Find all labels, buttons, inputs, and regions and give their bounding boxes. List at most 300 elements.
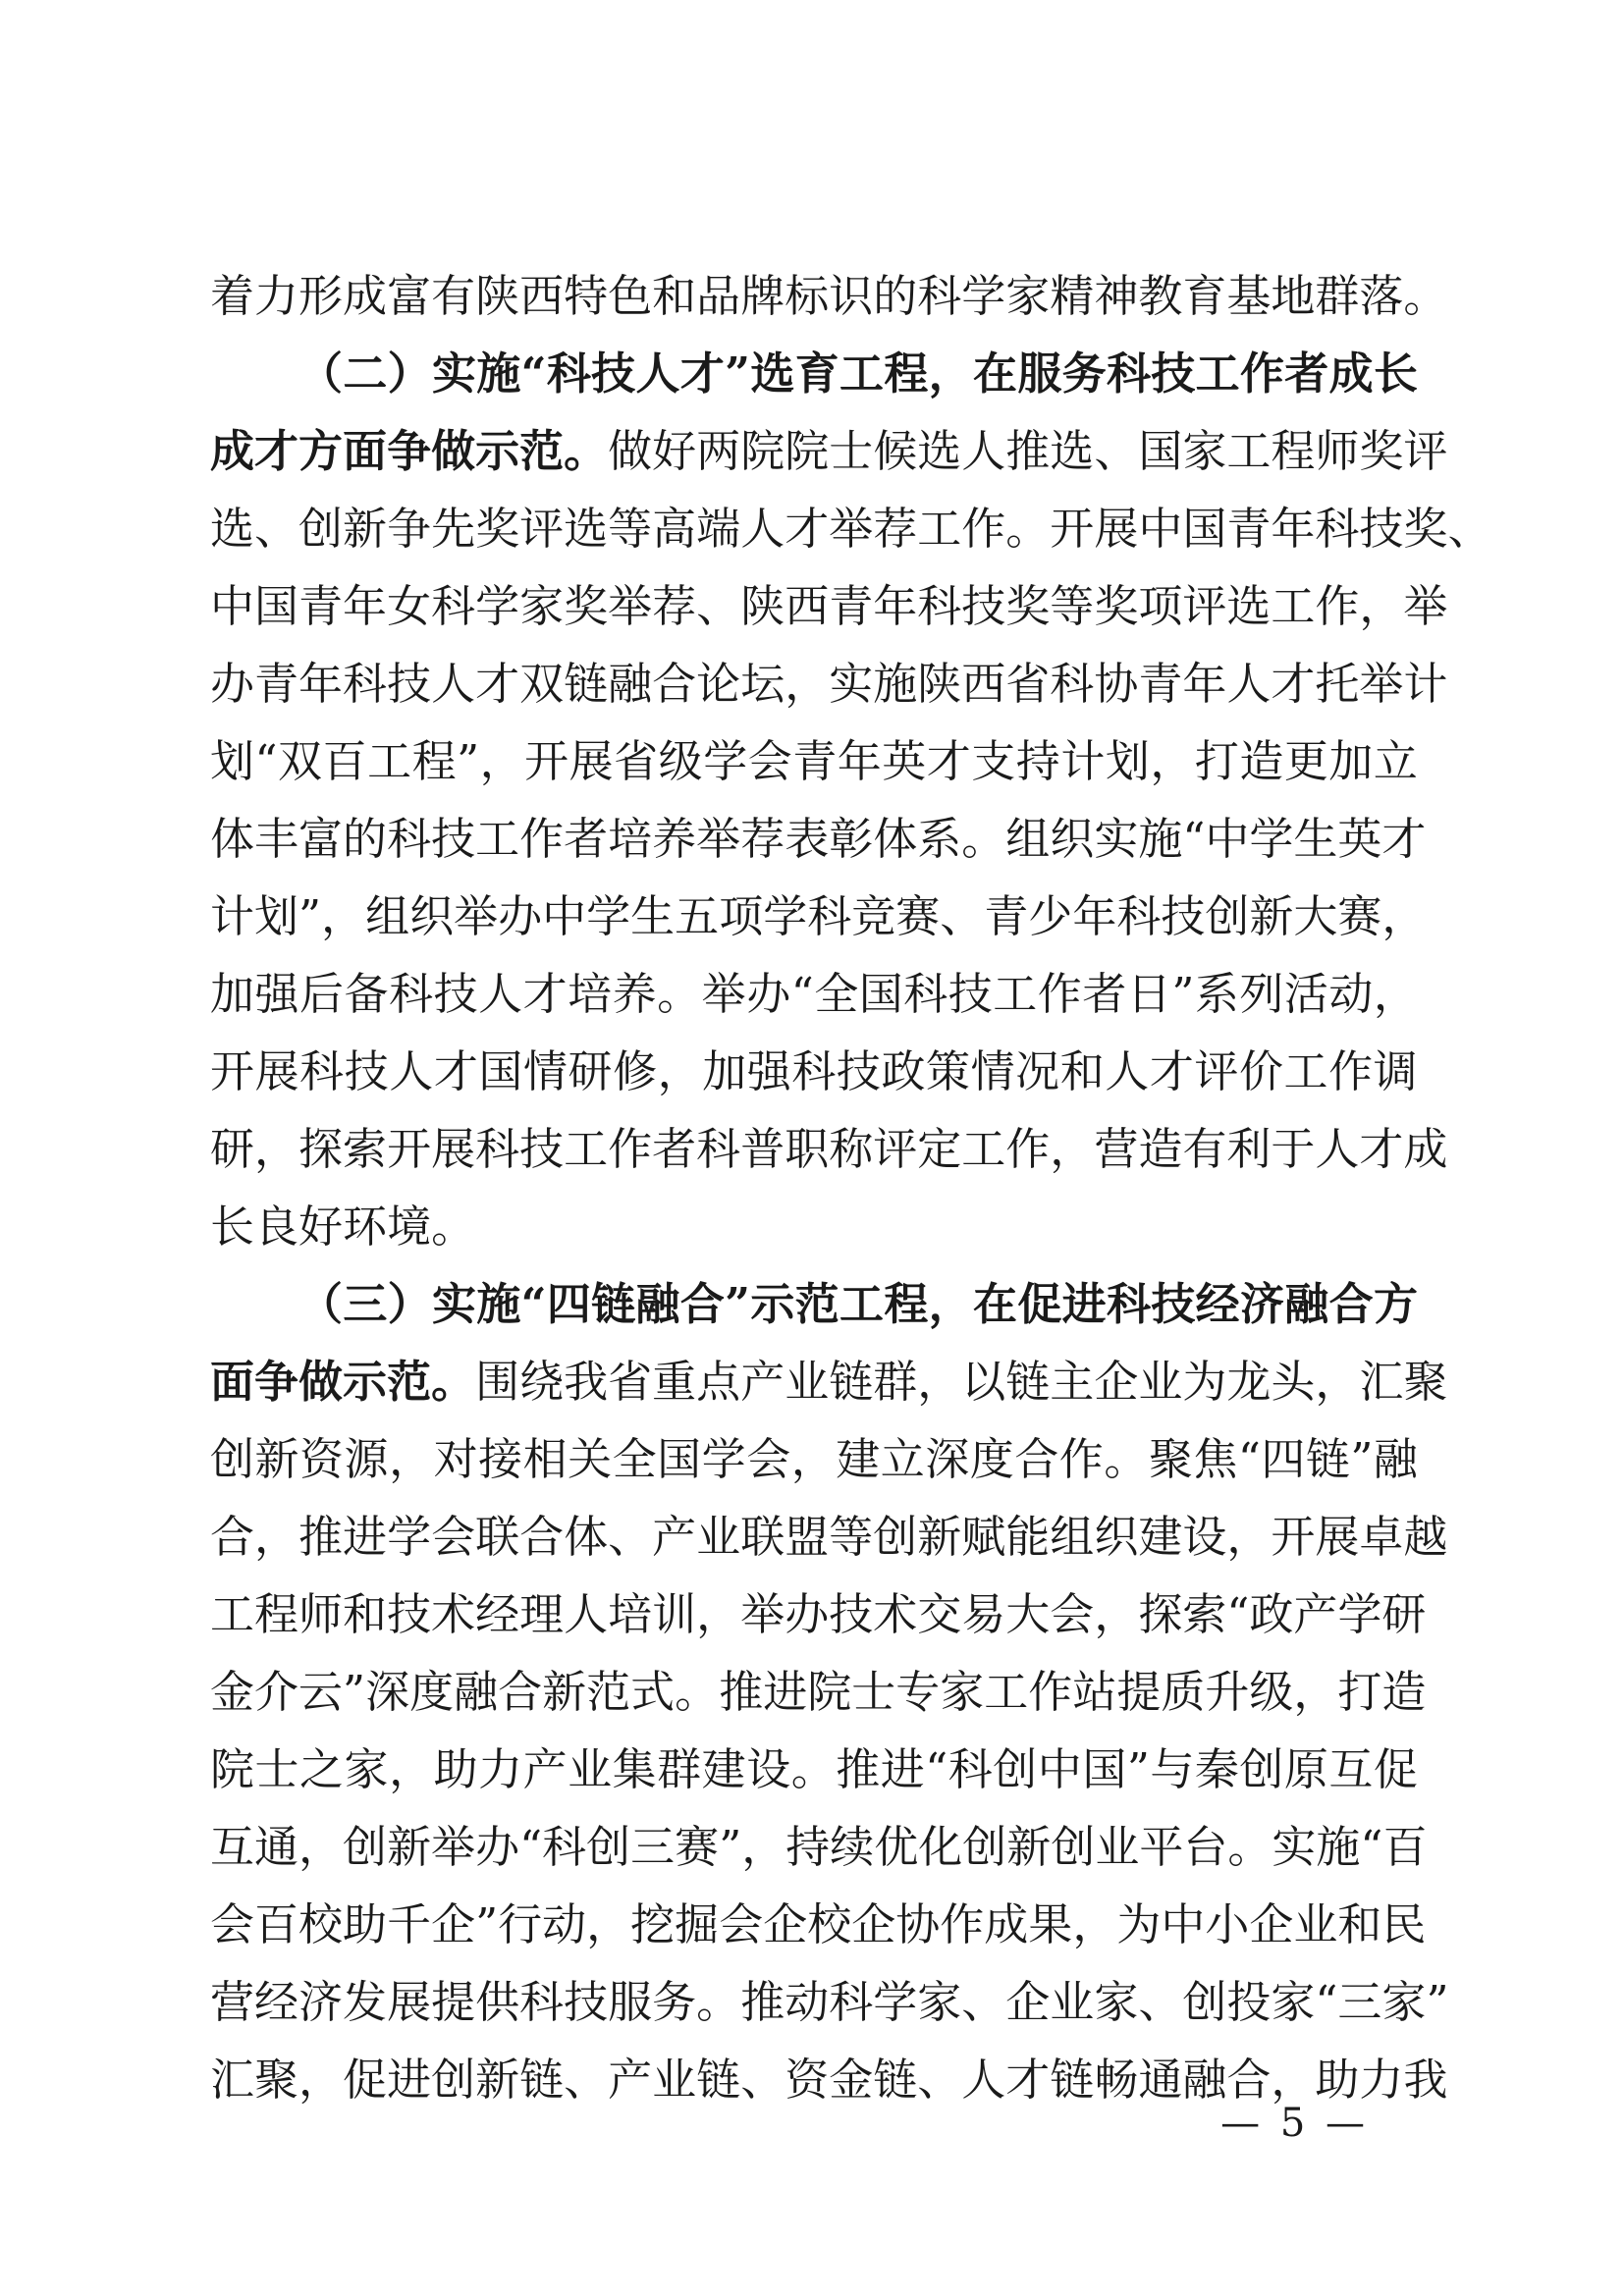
text-char: 掘	[675, 1898, 720, 1950]
text-char: 举	[701, 968, 746, 1020]
text-char: 展	[387, 1976, 432, 2028]
text-char: ”	[298, 890, 322, 942]
text-char: 成	[1403, 1123, 1448, 1175]
text-char: 境	[387, 1201, 432, 1253]
text-char: 识	[829, 270, 874, 322]
text-char: 科	[917, 270, 962, 322]
text-char: 经	[254, 1976, 299, 2028]
text-char: 大	[1293, 890, 1338, 942]
text-char: 技	[947, 968, 993, 1020]
text-char: ”	[475, 1898, 499, 1950]
text-char: 平	[1139, 1821, 1184, 1873]
text-char: 选	[564, 503, 609, 555]
text-char: 科	[807, 890, 852, 942]
text-char: 助	[433, 1743, 478, 1795]
bold-heading-char: 进	[1061, 1278, 1107, 1330]
text-char: 科	[475, 1123, 520, 1175]
text-char: 者	[1082, 968, 1127, 1020]
text-char: 英	[1337, 813, 1382, 865]
text-char: 、	[608, 1511, 653, 1563]
text-char: 集	[612, 1743, 657, 1795]
text-char: 学	[1249, 813, 1294, 865]
text-char: 家	[1005, 270, 1051, 322]
text-line	[210, 1808, 1428, 1886]
bold-heading-char: 范	[519, 425, 565, 477]
text-char: 提	[1116, 1666, 1162, 1718]
bold-heading-char: 做	[431, 425, 476, 477]
text-char: 作	[961, 503, 1006, 555]
text-char: 英	[882, 735, 927, 787]
text-char: 、	[1447, 503, 1492, 555]
bold-heading-char: 技	[1151, 347, 1196, 400]
text-char: 评	[873, 1123, 918, 1175]
text-char: 做	[608, 425, 653, 477]
text-char: 年	[837, 735, 882, 787]
text-char: 工	[367, 735, 412, 787]
text-char: 业	[696, 1511, 741, 1563]
text-char: 加	[1328, 735, 1374, 787]
text-char: 联	[740, 1511, 785, 1563]
text-line	[210, 1420, 1418, 1498]
text-char: 互	[210, 1821, 255, 1873]
text-char: 等	[608, 503, 653, 555]
text-char: 汇	[210, 2054, 255, 2106]
text-char: 进	[763, 1666, 808, 1718]
text-char: 、	[917, 2054, 962, 2106]
bold-heading-char: 二	[343, 347, 388, 400]
text-char: ，	[657, 1045, 702, 1097]
text-char: 青	[829, 580, 874, 632]
text-char: 新	[254, 1433, 299, 1485]
text-char: 女	[387, 580, 432, 632]
text-char: 开	[387, 1123, 432, 1175]
bold-heading-char: ）	[387, 347, 432, 400]
text-char: 双	[519, 658, 565, 710]
text-line	[210, 955, 1418, 1033]
text-char: 家	[1271, 1976, 1316, 2028]
text-char: 技	[431, 813, 476, 865]
text-char: 主	[1050, 1356, 1095, 1408]
text-char: 奖	[1094, 580, 1139, 632]
text-char: 挖	[630, 1898, 676, 1950]
text-char: 候	[873, 425, 918, 477]
text-char: 促	[1373, 1743, 1418, 1795]
text-char: 少	[1028, 890, 1073, 942]
text-char: 西	[519, 270, 565, 322]
text-char: 盟	[785, 1511, 830, 1563]
text-char: 术	[431, 1588, 476, 1640]
text-char: ，	[254, 1123, 299, 1175]
text-char: 家	[519, 580, 565, 632]
text-char: 展	[1094, 503, 1139, 555]
text-char: 中	[542, 890, 587, 942]
text-char: 年	[298, 658, 344, 710]
text-char: 实	[1272, 1821, 1317, 1873]
text-char: 评	[1403, 425, 1448, 477]
text-char: 合	[1014, 1433, 1059, 1485]
text-char: 强	[254, 968, 299, 1020]
text-char: 学	[873, 1976, 918, 2028]
text-char: 产	[652, 1511, 697, 1563]
text-char: 学	[586, 890, 631, 942]
text-char: 技	[564, 1976, 609, 2028]
text-char: 院	[785, 425, 830, 477]
text-char: 办	[785, 1588, 830, 1640]
text-char: 群	[1315, 270, 1360, 322]
text-char: “	[1315, 1976, 1338, 2028]
text-char: 才	[1359, 1123, 1404, 1175]
bold-heading-char: 成	[210, 425, 255, 477]
text-char: 探	[1138, 1588, 1183, 1640]
text-char: 群	[873, 1356, 918, 1408]
text-char: 造	[1138, 1123, 1183, 1175]
text-char: 国	[858, 968, 903, 1020]
text-char: 力	[254, 270, 299, 322]
text-char: 评	[1182, 580, 1227, 632]
text-char: 荐	[740, 813, 785, 865]
bold-heading-char: 四	[546, 1278, 591, 1330]
bold-heading-char: 示	[343, 1356, 388, 1408]
text-char: 家	[1182, 425, 1227, 477]
text-char: 长	[210, 1201, 255, 1253]
text-char: ，	[479, 735, 524, 787]
text-char: 聚	[254, 2054, 299, 2106]
text-char: 学	[763, 890, 808, 942]
text-char: 新	[1249, 890, 1294, 942]
text-char: 科	[1050, 658, 1095, 710]
text-char: 地	[1271, 270, 1316, 322]
bold-heading-char: 示	[750, 1278, 795, 1330]
text-char: 院	[210, 1743, 255, 1795]
text-char: 国	[254, 580, 299, 632]
text-char: 发	[343, 1976, 388, 2028]
text-char: 策	[926, 1045, 971, 1097]
text-char: 情	[970, 1045, 1015, 1097]
text-char: 工	[993, 968, 1038, 1020]
text-char: 落	[1359, 270, 1404, 322]
text-char: 助	[1315, 2054, 1360, 2106]
text-char: ”	[719, 1821, 742, 1873]
text-char: 实	[829, 658, 874, 710]
text-char: 划	[254, 890, 299, 942]
text-char: 会	[719, 1898, 764, 1950]
text-char: 赛	[675, 1821, 720, 1873]
text-char: 展	[254, 1045, 299, 1097]
text-char: 索	[1182, 1588, 1227, 1640]
text-char: 、	[1094, 425, 1139, 477]
text-char: 全	[814, 968, 859, 1020]
text-char: 。	[1005, 503, 1051, 555]
text-char: 学	[703, 735, 748, 787]
text-char: 质	[1161, 1666, 1206, 1718]
text-char: 赛	[895, 890, 941, 942]
text-char: 育	[1182, 270, 1227, 322]
text-char: 着	[210, 270, 255, 322]
text-char: 好	[298, 1201, 344, 1253]
bold-heading-char: 程	[884, 347, 929, 400]
bold-heading-char: 合	[1328, 1278, 1374, 1330]
bold-heading-char: 长	[1373, 347, 1418, 400]
text-char: 供	[475, 1976, 520, 2028]
bold-heading-char: 合	[679, 1278, 725, 1330]
text-char: 举	[740, 1588, 785, 1640]
text-char: 支	[971, 735, 1016, 787]
text-char: 优	[874, 1821, 919, 1873]
text-char: 务	[652, 1976, 697, 2028]
text-char: 技	[387, 658, 432, 710]
text-char: 选	[1050, 425, 1095, 477]
text-char: 式	[630, 1666, 676, 1718]
text-char: 科	[542, 1821, 587, 1873]
text-char: 四	[1261, 1433, 1306, 1485]
text-char: 中	[1161, 1898, 1206, 1950]
text-char: 我	[564, 1356, 609, 1408]
text-char: 科	[947, 1743, 993, 1795]
text-char: 链	[1050, 2054, 1095, 2106]
text-char: 者	[652, 1123, 697, 1175]
text-char: 原	[1283, 1743, 1328, 1795]
text-char: 产	[608, 2054, 653, 2106]
text-char: 托	[1315, 658, 1360, 710]
text-char: ，	[1072, 1898, 1117, 1950]
text-char: 造	[1381, 1666, 1427, 1718]
text-char: 续	[830, 1821, 875, 1873]
text-char: 点	[696, 1356, 741, 1408]
text-char: 更	[1283, 735, 1328, 787]
text-char: ”	[457, 735, 480, 787]
bold-heading-char: 面	[210, 1356, 255, 1408]
bold-heading-char: 科	[1106, 347, 1151, 400]
text-char: 成	[984, 1898, 1029, 1950]
text-char: 民	[1381, 1898, 1427, 1950]
text-char: 人	[431, 658, 476, 710]
text-char: 生	[630, 890, 676, 942]
text-char: 范	[586, 1666, 631, 1718]
text-char: ，	[1381, 890, 1427, 942]
bold-heading-char: “	[520, 347, 547, 400]
text-char: 重	[652, 1356, 697, 1408]
text-char: 百	[254, 1898, 299, 1950]
text-char: 索	[343, 1123, 388, 1175]
text-char: ，	[785, 658, 830, 710]
text-line	[210, 1731, 1418, 1808]
text-char: 级	[1249, 1666, 1294, 1718]
text-char: 奖	[475, 503, 520, 555]
text-char: “	[790, 968, 814, 1020]
text-char: 的	[343, 813, 388, 865]
text-char: 形	[298, 270, 344, 322]
text-char: 升	[1205, 1666, 1250, 1718]
text-char: 省	[614, 735, 659, 787]
bold-heading-char: 施	[476, 347, 521, 400]
text-char: 奖	[1403, 503, 1448, 555]
text-char: 和	[1059, 1045, 1105, 1097]
text-char: 神	[1094, 270, 1139, 322]
text-char: 企	[1094, 1356, 1139, 1408]
text-char: 工	[475, 813, 520, 865]
text-char: 表	[785, 813, 830, 865]
text-char: 作	[1328, 1045, 1374, 1097]
text-char: ，	[254, 1511, 299, 1563]
text-char: 创	[1051, 1821, 1096, 1873]
text-char: 动	[542, 1898, 587, 1950]
text-char: 深	[365, 1666, 410, 1718]
text-char: 陕	[475, 270, 520, 322]
text-char: 人	[740, 503, 785, 555]
text-char: ，	[917, 1356, 962, 1408]
text-char: 我	[1403, 2054, 1448, 2106]
text-char: 高	[652, 503, 697, 555]
bold-heading-char: 科	[546, 347, 591, 400]
text-char: 产	[522, 1743, 568, 1795]
text-char: 金	[210, 1666, 255, 1718]
text-char: 开	[1050, 503, 1095, 555]
text-char: 链	[564, 658, 609, 710]
text-char: 体	[873, 813, 918, 865]
text-char: 持	[785, 1821, 831, 1873]
text-char: 科	[903, 968, 948, 1020]
text-char: 办	[498, 890, 543, 942]
text-char: 作	[1028, 1666, 1073, 1718]
text-char: 况	[1015, 1045, 1060, 1097]
text-char: 人	[961, 2054, 1006, 2106]
text-char: 工	[1283, 1045, 1328, 1097]
bold-heading-char: 示	[475, 425, 520, 477]
text-char: 动	[785, 1976, 830, 2028]
text-char: 企	[431, 1898, 476, 1950]
bold-heading-char: 。	[564, 425, 609, 477]
bold-heading-char: 服	[1017, 347, 1062, 400]
text-char: 特	[564, 270, 609, 322]
bold-heading-char: （	[298, 347, 344, 400]
text-char: 举	[696, 813, 741, 865]
text-char: ，	[586, 1898, 631, 1950]
bold-heading-char: 育	[794, 347, 839, 400]
text-char: 才	[475, 658, 520, 710]
text-char: 教	[1138, 270, 1183, 322]
text-char: 士	[254, 1743, 299, 1795]
text-char: 培	[568, 968, 613, 1020]
text-char: 校	[298, 1898, 344, 1950]
text-char: 备	[344, 968, 389, 1020]
text-char: 进	[343, 1511, 388, 1563]
text-char: 力	[478, 1743, 523, 1795]
text-char: 技	[344, 1045, 389, 1097]
text-char: ”	[1126, 1743, 1150, 1795]
text-char: 三	[1337, 1976, 1382, 2028]
text-char: 度	[409, 1666, 455, 1718]
text-char: 互	[1328, 1743, 1374, 1795]
text-char: 。	[696, 1976, 741, 2028]
text-line	[210, 1886, 1427, 1963]
bold-heading-char: ”	[725, 1278, 751, 1330]
bold-heading-char: 施	[476, 1278, 521, 1330]
text-line	[210, 1653, 1427, 1731]
text-char: 织	[409, 890, 455, 942]
text-char: 师	[1315, 425, 1360, 477]
text-char: 技	[836, 1045, 881, 1097]
text-char: 推	[740, 1976, 785, 2028]
text-char: 国	[1182, 503, 1227, 555]
text-char: 省	[1005, 658, 1051, 710]
text-char: 研	[1381, 1588, 1427, 1640]
text-char: 良	[254, 1201, 299, 1253]
text-char: 深	[925, 1433, 970, 1485]
text-char: 焦	[1193, 1433, 1238, 1485]
text-char: 能	[1005, 1511, 1051, 1563]
text-char: 创	[586, 1821, 631, 1873]
text-char: 链	[1005, 1356, 1051, 1408]
text-char: 创	[993, 1743, 1038, 1795]
text-char: 。	[1227, 1821, 1272, 1873]
text-char: 创	[1205, 890, 1250, 942]
text-char: 作	[940, 1898, 985, 1950]
text-char: 普	[740, 1123, 785, 1175]
text-char: 工	[984, 1666, 1029, 1718]
text-char: 会	[746, 1433, 791, 1485]
text-char: 办	[746, 968, 791, 1020]
bold-heading-char: 范	[387, 1356, 432, 1408]
text-char: 计	[1403, 658, 1448, 710]
text-char: 工	[1271, 580, 1316, 632]
bold-heading-char: 选	[750, 347, 795, 400]
text-line	[210, 1265, 1418, 1343]
text-char: 。	[657, 968, 702, 1020]
text-char: 设	[1182, 1511, 1227, 1563]
text-char: 论	[696, 658, 741, 710]
text-char: 有	[1182, 1123, 1227, 1175]
text-char: “	[1226, 1588, 1250, 1640]
text-char: 和	[1337, 1898, 1382, 1950]
text-char: 牌	[740, 270, 785, 322]
text-char: 程	[411, 735, 457, 787]
text-char: 、	[564, 2054, 609, 2106]
text-char: 推	[836, 1743, 881, 1795]
text-char: 评	[519, 503, 565, 555]
text-char: 以	[961, 1356, 1006, 1408]
text-char: 才	[522, 968, 568, 1020]
text-char: 与	[1150, 1743, 1195, 1795]
text-char: 推	[298, 1511, 344, 1563]
text-char: 进	[880, 1743, 925, 1795]
text-char: 中	[1205, 813, 1250, 865]
text-char: 人	[1105, 1045, 1150, 1097]
text-char: 工	[917, 503, 962, 555]
bold-heading-char: 做	[298, 1356, 344, 1408]
bold-heading-char: 促	[1017, 1278, 1062, 1330]
text-char: 标	[785, 270, 830, 322]
text-char: 新	[475, 2054, 520, 2106]
text-char: ，	[1271, 2054, 1316, 2106]
text-char: 选	[210, 503, 255, 555]
text-char: 划	[1105, 735, 1150, 787]
text-char: 。	[1104, 1433, 1149, 1485]
text-char: 聚	[1403, 1356, 1448, 1408]
text-char: 融	[454, 1666, 499, 1718]
text-char: 作	[1037, 968, 1082, 1020]
text-char: 实	[1094, 813, 1139, 865]
text-char: 修	[613, 1045, 658, 1097]
text-char: 才	[1271, 658, 1316, 710]
text-line	[210, 1033, 1418, 1110]
text-char: 学	[961, 270, 1006, 322]
text-char: 作	[1315, 580, 1360, 632]
text-char: 龙	[1226, 1356, 1272, 1408]
text-char: 动	[1328, 968, 1374, 1020]
text-char: 创	[1239, 1743, 1284, 1795]
text-char: 打	[1194, 735, 1239, 787]
text-char: 年	[343, 580, 388, 632]
